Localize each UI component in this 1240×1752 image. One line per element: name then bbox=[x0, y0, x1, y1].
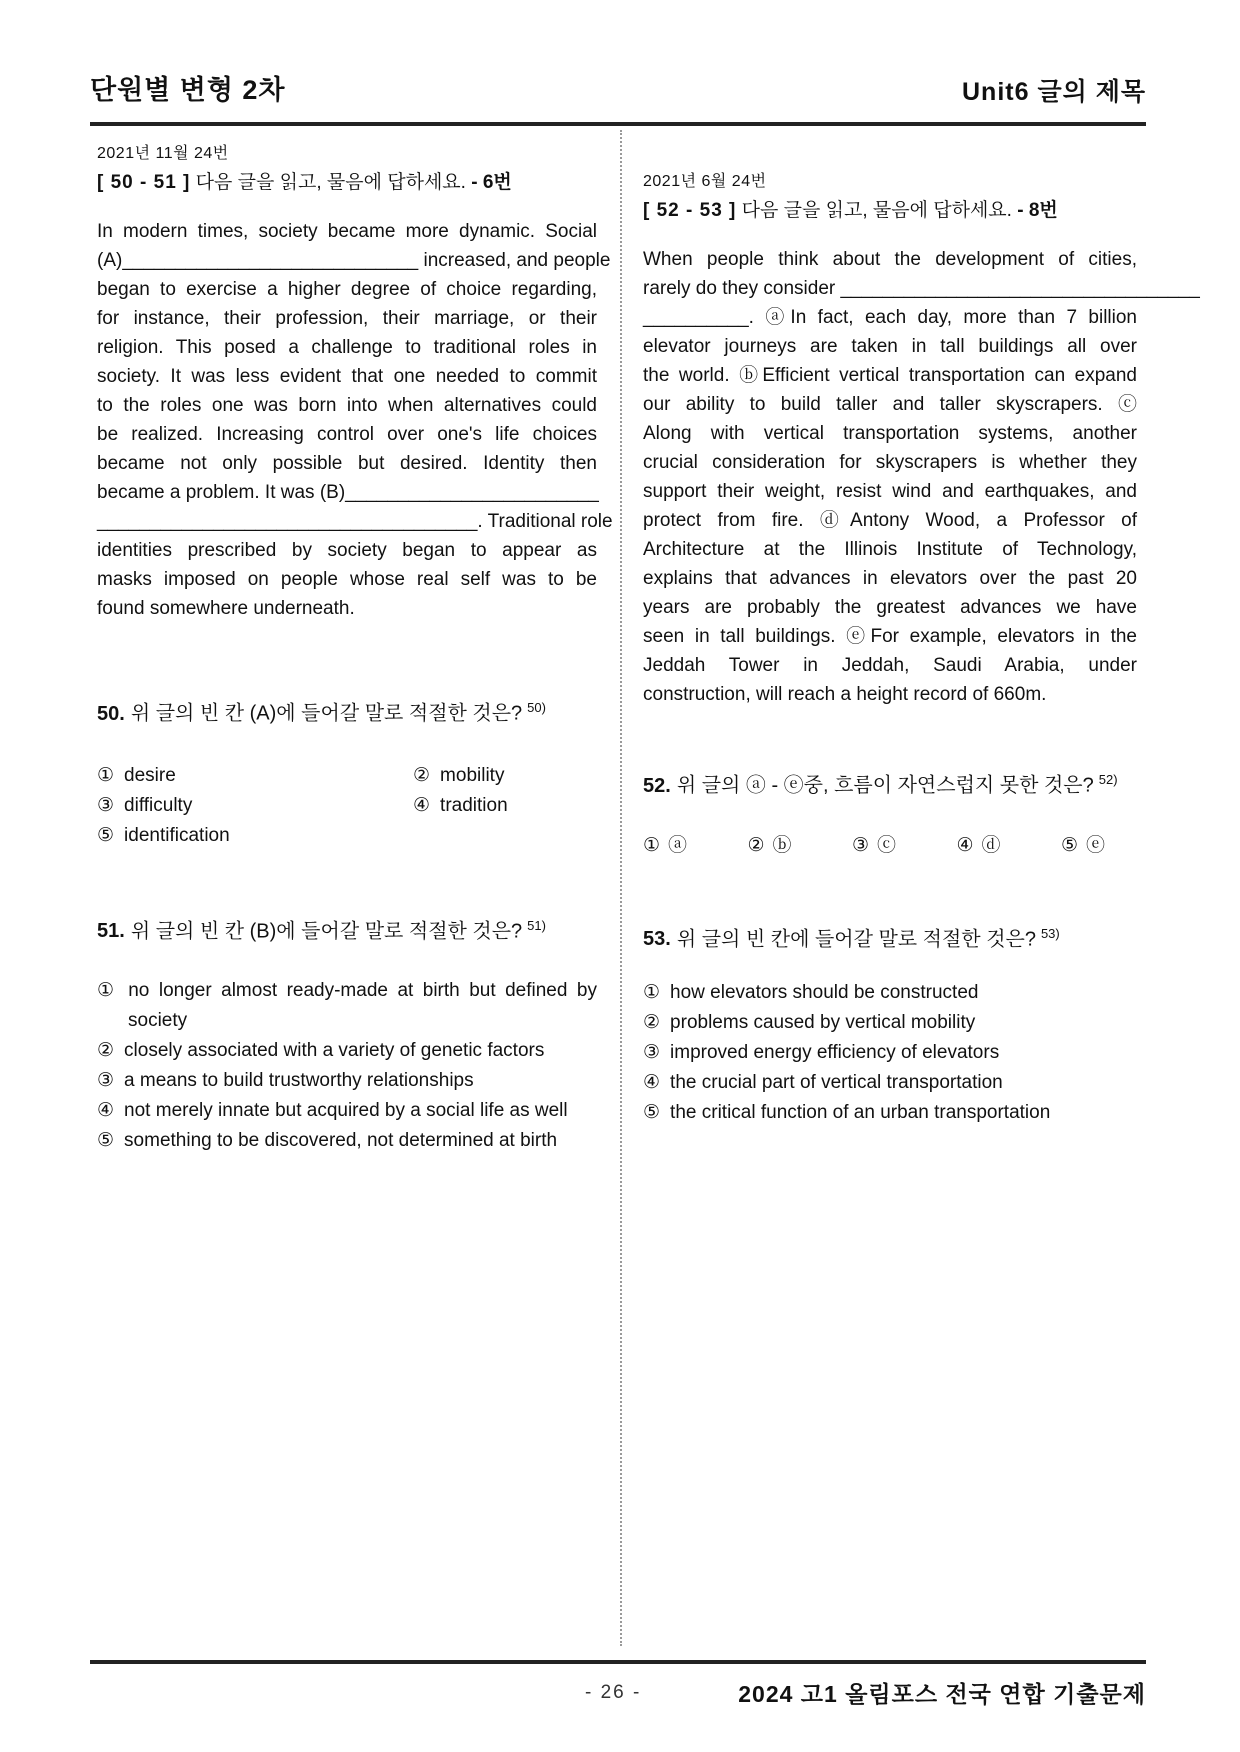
option-number: ③ bbox=[643, 1042, 661, 1064]
passage-line: Jeddah Tower in Jeddah, Saudi Arabia, under bbox=[643, 655, 1137, 676]
question-text: 위 글의 빈 칸 (A)에 들어갈 말로 적절한 것은? bbox=[130, 702, 523, 725]
option-label: problems caused by vertical mobility bbox=[670, 1012, 976, 1034]
option-item bbox=[97, 761, 413, 791]
passage-line: explains that advances in elevators over the past 20 bbox=[643, 568, 1137, 589]
passage-line: to the roles one was born into when alternatives could bbox=[97, 395, 597, 416]
passage-line: rarely do they consider __________________________________ bbox=[643, 278, 1200, 299]
option-number: ① bbox=[643, 834, 661, 856]
option-number: ⑤ bbox=[97, 1130, 115, 1152]
option-label: the crucial part of vertical transportation bbox=[670, 1072, 1003, 1094]
option-label: ⓐ bbox=[668, 834, 688, 856]
header-right-title: Unit6 글의 제목 bbox=[962, 78, 1146, 106]
option-number: ② bbox=[747, 834, 765, 856]
source-date: 2021년 11월 24번 bbox=[97, 145, 229, 162]
source-date: 2021년 6월 24번 bbox=[643, 173, 767, 190]
passage-line: years are probably the greatest advances we have bbox=[643, 597, 1137, 618]
option-number: ⑤ bbox=[1060, 834, 1078, 856]
passage-line: our ability to build taller and taller skyscrapers. ⓒ bbox=[643, 394, 1137, 415]
option-label: how elevators should be constructed bbox=[670, 982, 979, 1004]
option-label: something to be discovered, not determined at birth bbox=[124, 1130, 558, 1152]
option-label: ⓔ bbox=[1085, 834, 1105, 856]
option-label: the critical function of an urban transportation bbox=[670, 1102, 1051, 1124]
option-label: desire bbox=[124, 764, 176, 786]
question-number: 52. bbox=[643, 774, 671, 797]
option-number: ⑤ bbox=[97, 824, 115, 846]
instruction-tail: - 6번 bbox=[471, 172, 512, 193]
option-item bbox=[643, 831, 687, 861]
option-label: closely associated with a variety of genetic factors bbox=[124, 1040, 545, 1062]
option-label: difficulty bbox=[124, 794, 193, 816]
option-item bbox=[97, 976, 597, 1036]
footer-rule bbox=[90, 1660, 1146, 1664]
q52-options bbox=[643, 831, 1137, 861]
q50-options bbox=[97, 761, 597, 851]
option-item bbox=[97, 1066, 597, 1096]
question-text: 위 글의 빈 칸에 들어갈 말로 적절한 것은? bbox=[676, 928, 1036, 951]
option-item bbox=[1061, 831, 1105, 861]
right-column bbox=[643, 168, 1200, 1128]
option-item bbox=[643, 1098, 1137, 1128]
question-footnote-ref: 50) bbox=[527, 700, 546, 715]
left-column bbox=[97, 140, 613, 1156]
instruction-text: 다음 글을 읽고, 물음에 답하세요. bbox=[190, 172, 472, 193]
option-item bbox=[643, 978, 1137, 1008]
option-number: ③ bbox=[851, 834, 870, 856]
q53-options bbox=[643, 978, 1137, 1128]
option-label: ⓑ bbox=[772, 834, 792, 856]
option-label: a means to build trustworthy relationships bbox=[124, 1070, 474, 1092]
option-item bbox=[413, 761, 597, 791]
passage-line: support their weight, resist wind and earthquakes, and bbox=[643, 481, 1137, 502]
option-number: ① bbox=[97, 764, 115, 786]
option-item bbox=[97, 1126, 597, 1156]
option-label: improved energy efficiency of elevators bbox=[670, 1042, 1000, 1064]
option-number: ① bbox=[97, 980, 119, 1002]
option-item bbox=[643, 1038, 1137, 1068]
question-text: 위 글의 ⓐ - ⓔ중, 흐름이 자연스럽지 못한 것은? bbox=[676, 774, 1094, 797]
question-51 bbox=[97, 911, 597, 947]
question-range: [ 52 - 53 ] bbox=[643, 200, 737, 221]
passage-line: began to exercise a higher degree of choice regarding, bbox=[97, 279, 597, 300]
question-footnote-ref: 52) bbox=[1098, 772, 1118, 787]
question-50 bbox=[97, 693, 597, 729]
question-footnote-ref: 51) bbox=[527, 917, 546, 933]
question-footnote-ref: 53) bbox=[1040, 925, 1060, 941]
option-number: ② bbox=[413, 764, 431, 786]
passage-line: When people think about the development of cities, bbox=[643, 249, 1137, 270]
passage-line: (A)____________________________ increased, and people bbox=[97, 250, 611, 271]
option-label: identification bbox=[124, 824, 230, 846]
option-label: no longer almost ready-made at birth but defined by society bbox=[128, 980, 597, 1032]
header-left-title: 단원별 변형 2차 bbox=[90, 75, 286, 105]
passage-line: seen in tall buildings. ⓔFor example, elevators in the bbox=[643, 626, 1137, 647]
option-item bbox=[643, 1068, 1137, 1098]
passage-line: elevator journeys are taken in tall buildings all over bbox=[643, 336, 1137, 357]
passage bbox=[97, 217, 613, 623]
option-label: ⓓ bbox=[981, 834, 1001, 856]
q51-options bbox=[97, 976, 597, 1156]
question-53 bbox=[643, 919, 1137, 955]
passage-line: protect from fire. ⓓAntony Wood, a Professor of bbox=[643, 510, 1137, 531]
page-number: - 26 - bbox=[585, 1682, 642, 1703]
option-number: ③ bbox=[97, 794, 115, 816]
option-label: tradition bbox=[440, 794, 508, 816]
option-number: ④ bbox=[97, 1100, 115, 1122]
passage-line: became not only possible but desired. Identity then bbox=[97, 453, 597, 474]
instruction-text: 다음 글을 읽고, 물음에 답하세요. bbox=[736, 200, 1018, 221]
passage-line: Architecture at the Illinois Institute of Technology, bbox=[643, 539, 1137, 560]
option-item bbox=[852, 831, 896, 861]
instruction-line bbox=[97, 167, 597, 193]
question-number: 51. bbox=[97, 920, 125, 943]
question-number: 50. bbox=[97, 702, 125, 725]
option-item bbox=[97, 1096, 597, 1126]
passage-line: identities prescribed by society began to appear as bbox=[97, 540, 597, 561]
header-rule bbox=[90, 122, 1146, 126]
passage-line: found somewhere underneath. bbox=[97, 598, 355, 619]
instruction-tail: - 8번 bbox=[1017, 200, 1058, 221]
option-number: ③ bbox=[97, 1070, 115, 1092]
option-number: ④ bbox=[643, 1072, 661, 1094]
passage-line: be realized. Increasing control over one's life choices bbox=[97, 424, 597, 445]
passage-line: the world. ⓑEfficient vertical transportation can expand bbox=[643, 365, 1137, 386]
option-item bbox=[956, 831, 1000, 861]
column-divider bbox=[620, 130, 622, 1646]
option-number: ② bbox=[97, 1040, 115, 1062]
passage-line: In modern times, society became more dynamic. Social bbox=[97, 221, 597, 242]
option-number: ① bbox=[643, 982, 661, 1004]
instruction-line bbox=[643, 195, 1137, 221]
passage-line: for instance, their profession, their marriage, or their bbox=[97, 308, 597, 329]
option-number: ⑤ bbox=[643, 1102, 661, 1124]
passage bbox=[643, 245, 1200, 709]
option-item bbox=[97, 821, 413, 851]
option-label: ⓒ bbox=[877, 834, 897, 856]
option-label: not merely innate but acquired by a social life as well bbox=[124, 1100, 568, 1122]
passage-line: construction, will reach a height record of 660m. bbox=[643, 684, 1047, 705]
passage-line: became a problem. It was (B)________________________ bbox=[97, 482, 599, 503]
option-label: mobility bbox=[440, 764, 505, 786]
passage-line: __________. ⓐIn fact, each day, more than 7 billion bbox=[643, 307, 1137, 328]
question-number: 53. bbox=[643, 928, 671, 951]
passage-line: crucial consideration for skyscrapers is whether they bbox=[643, 452, 1137, 473]
passage-line: ____________________________________. Traditional role bbox=[97, 511, 613, 532]
option-item bbox=[97, 1036, 597, 1066]
passage-line: religion. This posed a challenge to traditional roles in bbox=[97, 337, 597, 358]
option-number: ④ bbox=[956, 834, 974, 856]
question-52 bbox=[643, 765, 1137, 801]
question-range: [ 50 - 51 ] bbox=[97, 172, 191, 193]
option-number: ④ bbox=[413, 794, 431, 816]
passage-line: masks imposed on people whose real self was to be bbox=[97, 569, 597, 590]
footer-title: 2024 고1 올림포스 전국 연합 기출문제 bbox=[738, 1681, 1146, 1707]
passage-line: society. It was less evident that one needed to commit bbox=[97, 366, 597, 387]
question-text: 위 글의 빈 칸 (B)에 들어갈 말로 적절한 것은? bbox=[130, 920, 523, 943]
option-number: ② bbox=[643, 1012, 661, 1034]
option-item bbox=[747, 831, 791, 861]
option-item bbox=[643, 1008, 1137, 1038]
option-item bbox=[97, 791, 413, 821]
option-item bbox=[413, 791, 597, 821]
passage-line: Along with vertical transportation systems, another bbox=[643, 423, 1137, 444]
